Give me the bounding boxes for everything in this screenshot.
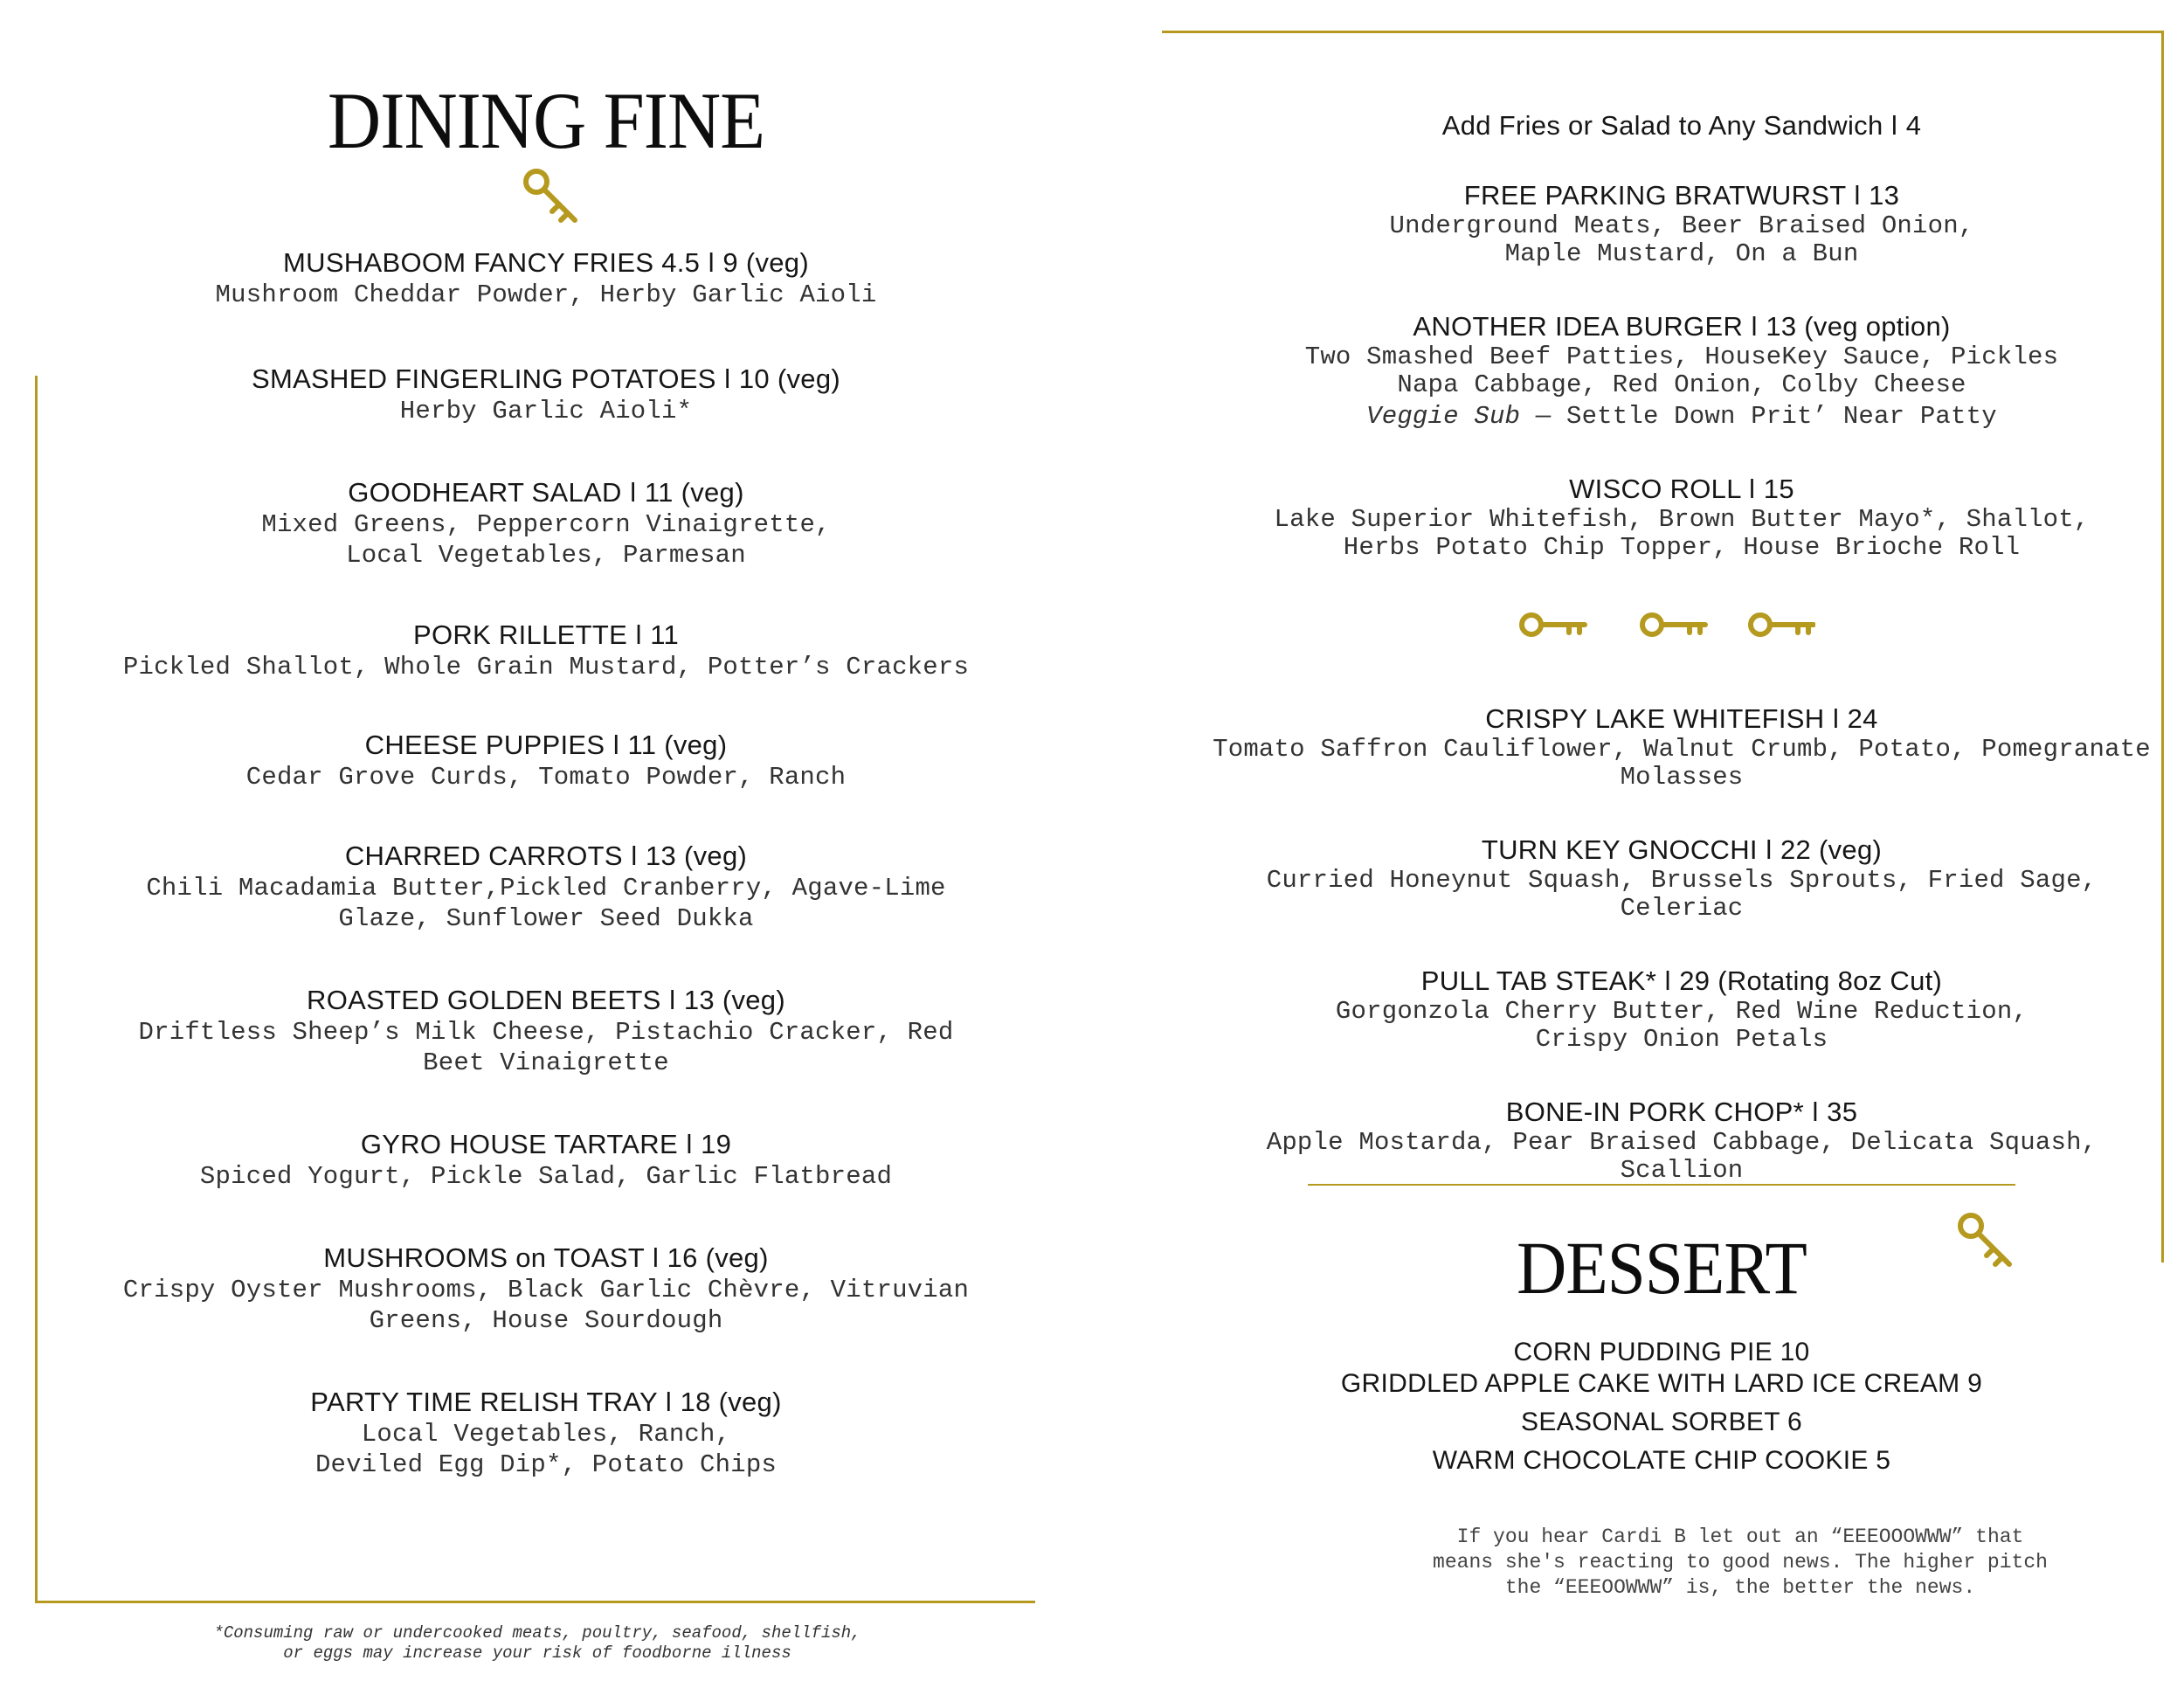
item-description: Mushroom Cheddar Powder, Herby Garlic Aioli — [215, 280, 877, 309]
item-description: Spiced Yogurt, Pickle Salad, Garlic Flatbread — [199, 1162, 893, 1191]
item-name: ROASTED GOLDEN BEETS ǀ 13 (veg) — [307, 985, 785, 1015]
item-name: GOODHEART SALAD ǀ 11 (veg) — [348, 477, 744, 508]
menu-item — [1206, 965, 2158, 1096]
dessert-section — [1308, 1226, 2015, 1310]
item-description: Lake Superior Whitefish, Brown Butter Mayo*, Shallot, Herbs Potato Chip Topper, House Brioche Roll — [1274, 505, 2090, 562]
food-safety-footnote: *Consuming raw or undercooked meats, poultry, seafood, shellfish, or eggs may increase your risk of foodborne illness — [213, 1623, 861, 1663]
left-column — [96, 76, 996, 165]
item-description: Driftless Sheep’s Milk Cheese, Pistachio Cracker, Red Beet Vinaigrette — [138, 1018, 954, 1077]
item-description: Herby Garlic Aioli* — [399, 397, 693, 425]
item-name: PULL TAB STEAK* ǀ 29 (Rotating 8oz Cut) — [1420, 965, 1943, 996]
dessert-item: GRIDDLED APPLE CAKE WITH LARD ICE CREAM 9 — [1340, 1369, 1983, 1398]
menu-item — [96, 1386, 996, 1480]
dessert-item: SEASONAL SORBET 6 — [1521, 1408, 1802, 1436]
item-name: WISCO ROLL ǀ 15 — [1569, 474, 1794, 504]
menu-item — [96, 246, 996, 363]
right-frame-vertical — [2161, 31, 2164, 1263]
item-name: TURN KEY GNOCCHI ǀ 22 (veg) — [1481, 834, 1883, 865]
left-frame-vertical — [35, 376, 38, 1603]
item-name: ANOTHER IDEA BURGER ǀ 13 (veg option) — [1413, 311, 1951, 342]
menu-item — [96, 476, 996, 619]
veggie-sub-line: Veggie Sub — Settle Down Prit’ Near Patty — [1366, 402, 1997, 431]
key-icon — [1522, 615, 1585, 634]
item-description: Curried Honeynut Squash, Brussels Sprouts, Fried Sage, Celeriac — [1266, 866, 2098, 923]
item-name: CRISPY LAKE WHITEFISH ǀ 24 — [1485, 703, 1878, 734]
dessert-title: DESSERT — [1517, 1226, 1807, 1310]
item-name: CHEESE PUPPIES ǀ 11 (veg) — [364, 730, 728, 760]
right-mains-list — [1206, 702, 2158, 1185]
cardi-b-note: If you hear Cardi B let out an “EEEOOOWWW” that means she's reacting to good news. The higher pitch the “EEEOOWWW” is, the better the news. — [1433, 1525, 2048, 1599]
menu-item — [96, 729, 996, 840]
dessert-item: WARM CHOCOLATE CHIP COOKIE 5 — [1432, 1446, 1891, 1475]
item-name: FREE PARKING BRATWURST ǀ 13 — [1463, 180, 1900, 211]
item-name: GYRO HOUSE TARTARE ǀ 19 — [360, 1129, 732, 1159]
item-description: Pickled Shallot, Whole Grain Mustard, Potter’s Crackers — [122, 653, 970, 681]
key-icon — [1751, 615, 1814, 634]
menu-item — [1206, 834, 2158, 965]
menu-item — [1206, 473, 2158, 562]
menu-item — [96, 1128, 996, 1242]
menu-item — [96, 984, 996, 1128]
item-description: Crispy Oyster Mushrooms, Black Garlic Chèvre, Vitruvian Greens, House Sourdough — [122, 1276, 970, 1335]
left-frame-horizontal — [35, 1601, 1035, 1603]
item-description: Tomato Saffron Cauliflower, Walnut Crumb, Potato, Pomegranate Molasses — [1213, 735, 2151, 792]
key-icon — [521, 166, 582, 227]
item-name: MUSHROOMS on TOAST ǀ 16 (veg) — [323, 1242, 769, 1273]
item-description: Underground Meats, Beer Braised Onion, Maple Mustard, On a Bun — [1389, 211, 1974, 268]
right-frame-horizontal — [1162, 31, 2164, 33]
left-menu-list — [96, 246, 996, 1480]
item-name: BONE-IN PORK CHOP* ǀ 35 — [1505, 1097, 1858, 1127]
dessert-list — [1220, 1337, 2103, 1477]
key-icon — [1642, 615, 1705, 634]
menu-item — [1206, 179, 2158, 310]
sandwich-addon-note: Add Fries or Salad to Any Sandwich ǀ 4 — [1441, 110, 1922, 141]
menu-item — [96, 1242, 996, 1386]
item-name: MUSHABOOM FANCY FRIES 4.5 ǀ 9 (veg) — [283, 247, 809, 278]
dessert-item: CORN PUDDING PIE 10 — [1513, 1338, 1810, 1366]
right-menu-list — [1206, 109, 2158, 562]
item-name: PORK RILLETTE ǀ 11 — [412, 619, 680, 650]
menu-item — [1206, 310, 2158, 473]
item-description: Apple Mostarda, Pear Braised Cabbage, Delicata Squash, Scallion — [1266, 1128, 2098, 1185]
menu-item — [96, 619, 996, 729]
item-description: Local Vegetables, Ranch, Deviled Egg Dip*, Potato Chips — [314, 1420, 778, 1479]
item-name: CHARRED CARROTS ǀ 13 (veg) — [344, 841, 748, 871]
menu-item — [1206, 702, 2158, 834]
menu-item — [96, 840, 996, 984]
menu-item — [1206, 1096, 2158, 1185]
item-name: PARTY TIME RELISH TRAY ǀ 18 (veg) — [310, 1387, 782, 1417]
key-divider — [1518, 607, 1815, 642]
item-description: Mixed Greens, Peppercorn Vinaigrette, Local Vegetables, Parmesan — [261, 510, 831, 570]
item-description: Gorgonzola Cherry Butter, Red Wine Reduction, Crispy Onion Petals — [1335, 997, 2028, 1054]
item-description: Cedar Grove Curds, Tomato Powder, Ranch — [245, 763, 847, 792]
key-icon — [1955, 1210, 2016, 1271]
item-description: Two Smashed Beef Patties, HouseKey Sauce, Pickles Napa Cabbage, Red Onion, Colby Cheese Veggie Sub — Settle Down Prit’ Near Patty — [1206, 343, 2158, 431]
item-name: SMASHED FINGERLING POTATOES ǀ 10 (veg) — [251, 363, 841, 394]
item-description: Chili Macadamia Butter,Pickled Cranberry, Agave-Lime Glaze, Sunflower Seed Dukka — [146, 874, 946, 933]
menu-title: DINING FINE — [327, 76, 764, 165]
menu-item — [96, 363, 996, 476]
